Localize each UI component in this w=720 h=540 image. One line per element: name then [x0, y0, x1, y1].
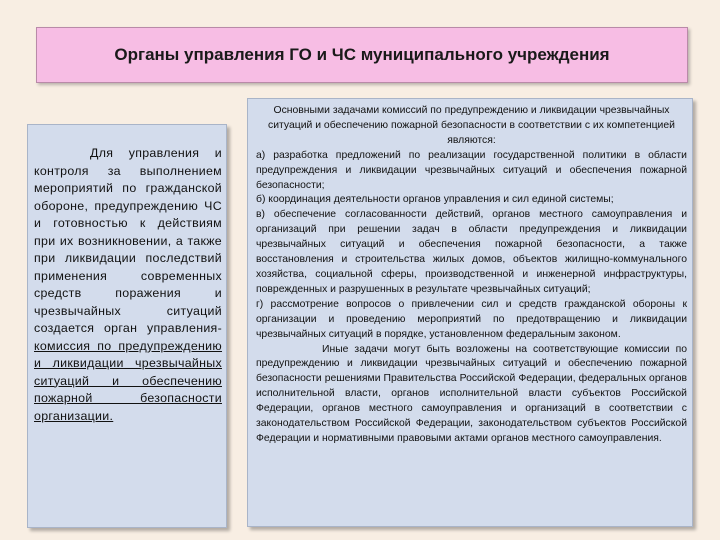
- left-text-panel: [27, 124, 227, 528]
- slide-title: Органы управления ГО и ЧС муниципального учреждения: [114, 45, 610, 64]
- slide-title-box: [36, 27, 688, 83]
- left-text-underlined: комиссия по предупреждению и ликвидации чрезвычайных ситуаций и обеспечению пожарной безопасности организации.: [34, 338, 222, 423]
- task-item-v: в) обеспечение согласованности действий, органов местного самоуправления и организаций при решении задач в области предупреждения и ликвидации чрезвычайных ситуаций и обеспечения пожарной безопасности, а также восстановления и строительства жилых домов, объектов жилищно-коммунального хозяйства, социальной сферы, производственной и инженерной инфраструктуры, поврежденных и разрушенных в результате чрезвычайных ситуаций;: [256, 209, 687, 295]
- left-paragraph: [34, 145, 222, 425]
- left-text-plain: Для управления и контроля за выполнением мероприятий по гражданской обороне, предупреждению ЧС и готовностью к действиям при их возникновении, а также при ликвидации последствий применения современных средств поражения и чрезвычайных ситуаций создается орган управления-: [34, 146, 222, 335]
- task-item-a: а) разработка предложений по реализации государственной политики в области предупреждения и ликвидации чрезвычайных ситуаций и обеспечения пожарной безопасности;: [256, 149, 687, 191]
- task-item-b: б) координация деятельности органов управления и сил единой системы;: [256, 194, 614, 206]
- tasks-intro: Основными задачами комиссий по предупреждению и ликвидации чрезвычайных ситуаций и обеспечению пожарной безопасности в соответствии с их компетенцией являются:: [268, 105, 675, 146]
- closing-paragraph: Иные задачи могут быть возложены на соответствующие комиссии по предупреждению и ликвидации чрезвычайных ситуаций и обеспечению пожарной безопасности решениями Правительства Российской Федерации, федеральных органов исполнительной власти, органов исполнительной власти субъектов Российской Федерации, органов местного самоуправления и организаций в соответствии с законодательством Российской Федерации, законодательством субъектов Российской Федерации и нормативными правовыми актами органов местного самоуправления.: [256, 343, 687, 444]
- task-item-g: г) рассмотрение вопросов о привлечении сил и средств гражданской обороны к организации и проведению мероприятий по предотвращению и ликвидации чрезвычайных ситуаций в порядке, установленном федеральным законом.: [256, 298, 687, 340]
- right-text-panel: [247, 98, 693, 527]
